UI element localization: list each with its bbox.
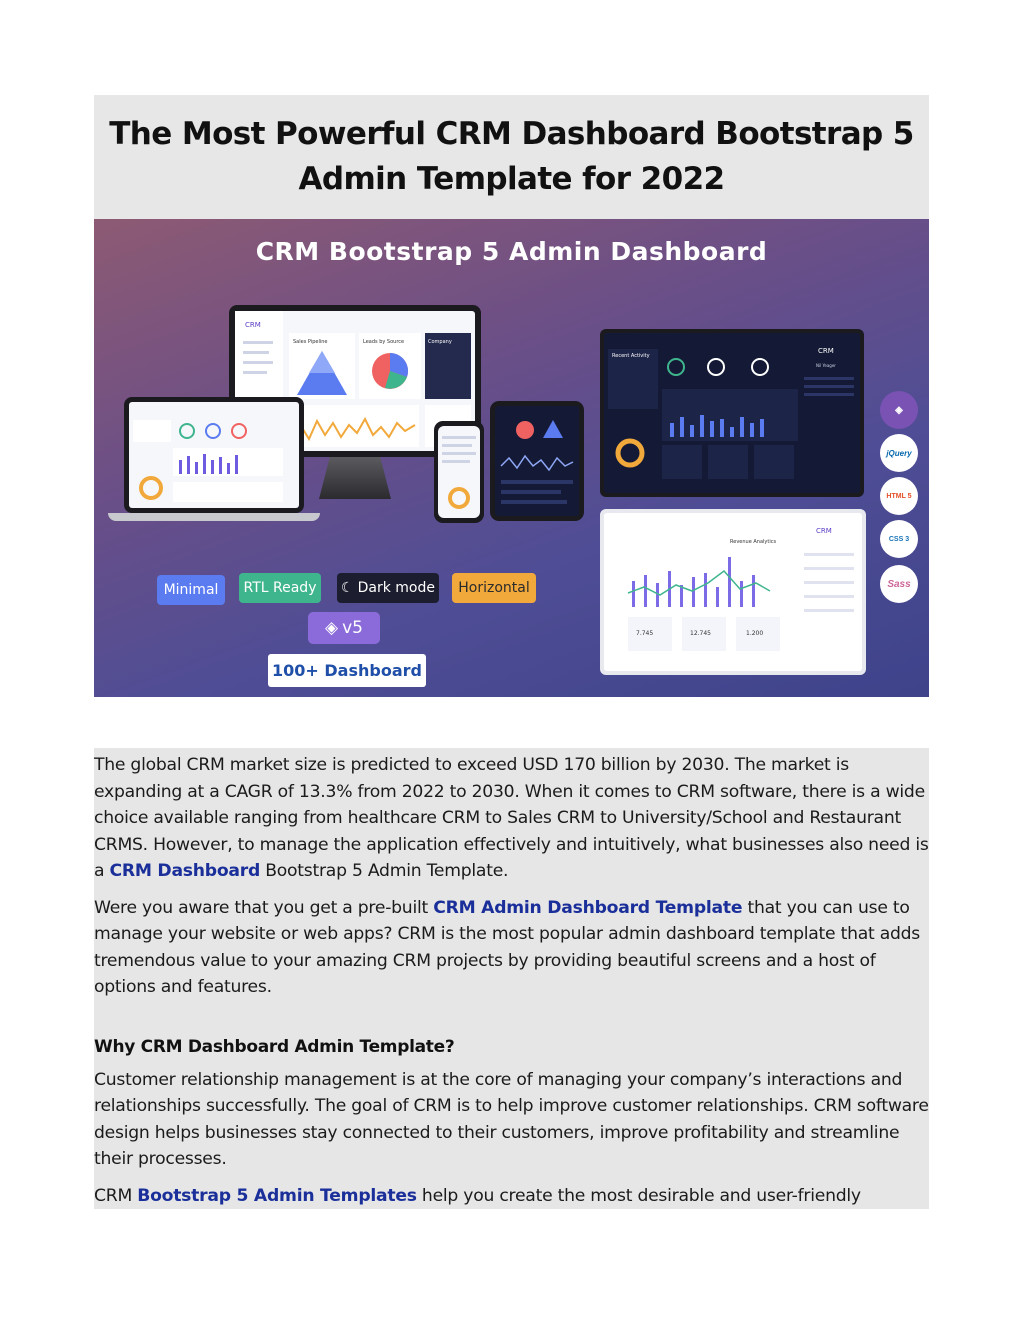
page-title bbox=[109, 112, 914, 202]
light-monitor bbox=[600, 509, 866, 675]
mock-light-brand: CRM bbox=[816, 527, 832, 535]
mock-brand: CRM bbox=[245, 321, 261, 329]
moon-icon: ☾ bbox=[341, 580, 354, 596]
html5-logo-icon: HTML 5 bbox=[880, 477, 918, 515]
minimal-badge: Minimal bbox=[157, 575, 225, 605]
dark-monitor bbox=[600, 329, 864, 497]
light-monitor-screen bbox=[604, 513, 862, 671]
dark-mode-badge bbox=[337, 573, 439, 603]
mock-leads: Leads by Source bbox=[363, 339, 405, 345]
bootstrap-icon: ◈ bbox=[325, 618, 339, 638]
version-label: v5 bbox=[342, 618, 363, 638]
laptop-base bbox=[108, 513, 320, 521]
section-heading: Why CRM Dashboard Admin Template? bbox=[94, 1036, 455, 1057]
phone-dashboard-mock bbox=[438, 426, 480, 518]
mock-stat-2: 12.745 bbox=[690, 630, 711, 637]
sass-logo-icon: Sass bbox=[880, 565, 918, 603]
paragraph-2: Were you aware that you get a pre-built CRM Admin Dashboard Template that you can use to manage your website or web apps? CRM is the most popular admin dashboard template that adds tremendous value to your amazing CRM projects by providing beautiful screens and a host of options and features. bbox=[94, 897, 921, 997]
mock-recent-activity: Recent Activity bbox=[612, 353, 650, 359]
title-line-2: Admin Template for 2022 bbox=[298, 161, 725, 197]
phone-device bbox=[434, 421, 484, 523]
title-line-1: The Most Powerful CRM Dashboard Bootstrap 5 bbox=[109, 116, 914, 152]
mock-revenue: Revenue Analytics bbox=[730, 539, 777, 545]
rtl-ready-badge: RTL Ready bbox=[239, 573, 321, 603]
crm-admin-dashboard-template-link[interactable]: CRM Admin Dashboard Template bbox=[433, 897, 743, 918]
jquery-logo-icon: jQuery bbox=[880, 434, 918, 472]
hero-heading: CRM Bootstrap 5 Admin Dashboard bbox=[255, 237, 768, 266]
paragraph-4: CRM Bootstrap 5 Admin Templates help you create the most desirable and user-friendly bbox=[94, 1185, 861, 1206]
dashboard-count-badge: 100+ Dashboard bbox=[268, 654, 426, 687]
bootstrap-logo-icon: ◈ bbox=[880, 391, 918, 429]
laptop-screen bbox=[129, 402, 299, 508]
mock-sales-pipeline: Sales Pipeline bbox=[293, 339, 328, 345]
horizontal-badge: Horizontal bbox=[452, 573, 536, 603]
laptop-device bbox=[124, 397, 304, 513]
tablet-dashboard-mock bbox=[495, 406, 579, 516]
mock-stat-3: 1.200 bbox=[746, 630, 764, 637]
title-block bbox=[94, 95, 929, 219]
dark-dashboard-mock bbox=[604, 333, 860, 493]
light-dashboard-mock bbox=[604, 513, 862, 671]
crm-dashboard-link[interactable]: CRM Dashboard bbox=[109, 861, 261, 881]
dark-mode-label: Dark mode bbox=[357, 580, 435, 596]
laptop-dashboard-mock bbox=[129, 402, 299, 508]
article-body bbox=[94, 748, 929, 1209]
document-page bbox=[94, 95, 929, 1209]
mock-dark-brand: CRM bbox=[818, 347, 834, 355]
paragraph-3: Customer relationship management is at the core of managing your company’s interactions and relationships successfully. The goal of CRM is to help improve customer relationships. CRM software design helps businesses stay connected to their customers, improve profitability and streamline their processes. bbox=[94, 1069, 929, 1169]
bootstrap-v5-badge bbox=[308, 612, 380, 644]
mock-company: Company bbox=[428, 339, 452, 345]
imac-stand bbox=[319, 457, 391, 499]
mock-user: Nil Yeager bbox=[816, 363, 836, 368]
dark-monitor-screen bbox=[604, 333, 860, 493]
paragraph-1: The global CRM market size is predicted to exceed USD 170 billion by 2030. The market is expanding at a CAGR of 13.3% from 2022 to 2030. When it comes to CRM software, there is a wide choice available ranging from healthcare CRM to Sales CRM to University/School and Restaurant CRMS. However, to manage the application effectively and intuitively, what businesses also need is a CRM Dashboard Bootstrap 5 Admin Template. bbox=[94, 755, 929, 881]
hero-image bbox=[94, 219, 929, 697]
mock-stat-1: 7.745 bbox=[636, 630, 654, 637]
phone-screen bbox=[438, 426, 480, 518]
tablet-screen bbox=[495, 406, 579, 516]
bootstrap-admin-templates-link[interactable]: Bootstrap 5 Admin Templates bbox=[137, 1185, 417, 1206]
tablet-device bbox=[490, 401, 584, 521]
css3-logo-icon: CSS 3 bbox=[880, 520, 918, 558]
